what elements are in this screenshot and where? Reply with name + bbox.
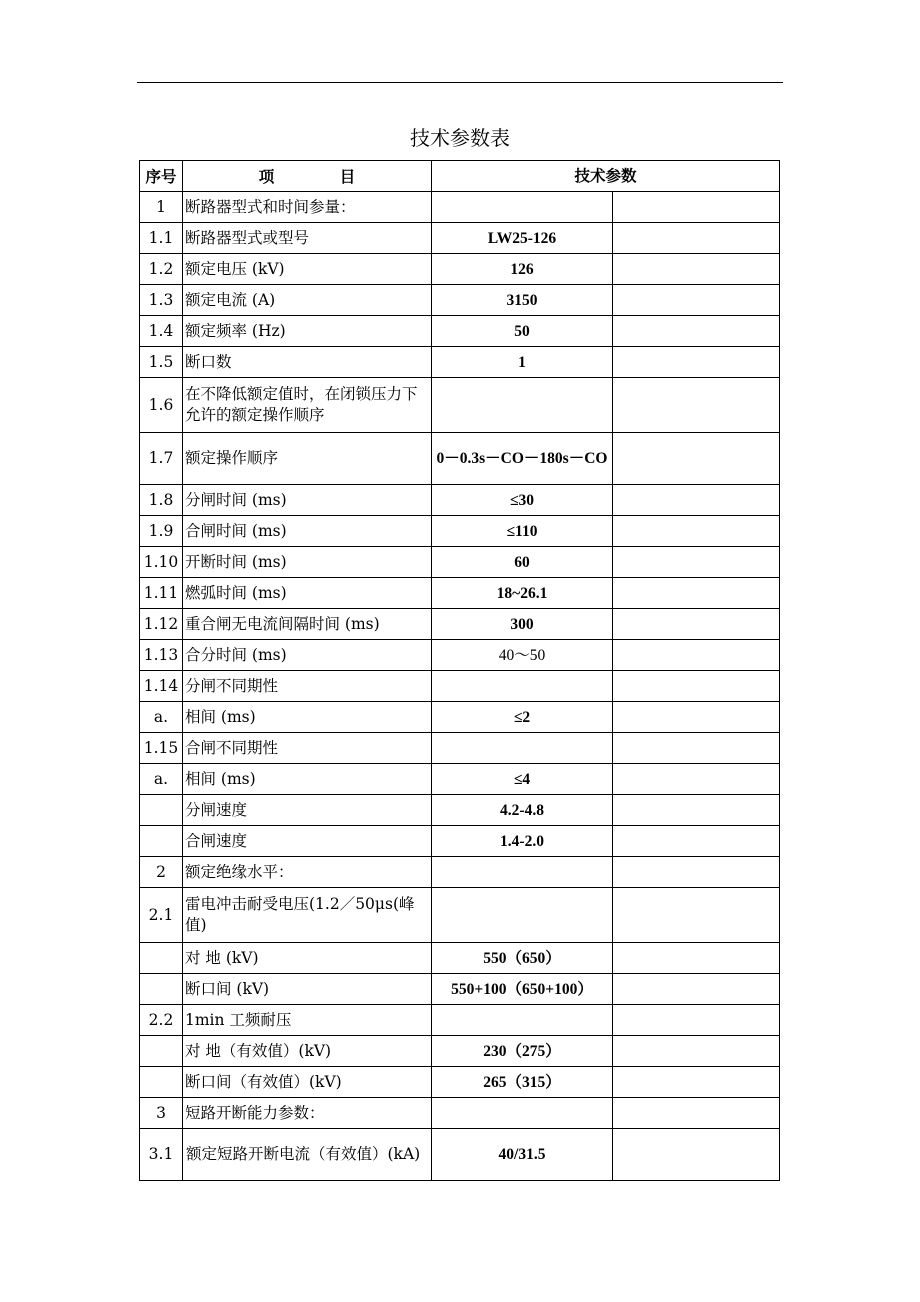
row-no: 1.7: [140, 433, 183, 485]
row-no: 3: [140, 1098, 183, 1129]
row-item: 合闸时间 (ms): [183, 516, 432, 547]
table-row: [140, 285, 780, 316]
table-row: [140, 485, 780, 516]
table-row: [140, 888, 780, 943]
row-item: 额定频率 (Hz): [183, 316, 432, 347]
row-no: 1.10: [140, 547, 183, 578]
row-item: 断路器型式或型号: [183, 223, 432, 254]
row-item: 断口间（有效值）(kV): [183, 1067, 432, 1098]
row-item: 重合闸无电流间隔时间 (ms): [183, 609, 432, 640]
row-value: 50: [432, 316, 613, 347]
table-row: [140, 1036, 780, 1067]
table-row: [140, 192, 780, 223]
table-row: [140, 1005, 780, 1036]
row-no: 2.2: [140, 1005, 183, 1036]
row-extra: [613, 795, 780, 826]
row-item: 雷电冲击耐受电压(1.2／50μs(峰值): [183, 888, 432, 943]
row-no: a.: [140, 764, 183, 795]
row-extra: [613, 578, 780, 609]
table-row: [140, 347, 780, 378]
row-no: 2: [140, 857, 183, 888]
table-row: [140, 974, 780, 1005]
row-extra: [613, 671, 780, 702]
row-extra: [613, 485, 780, 516]
row-item: 断口间 (kV): [183, 974, 432, 1005]
row-extra: [613, 254, 780, 285]
row-value: 18~26.1: [432, 578, 613, 609]
table-row: [140, 223, 780, 254]
header-rule: [137, 82, 783, 83]
table-row: [140, 254, 780, 285]
row-extra: [613, 702, 780, 733]
table-row: [140, 943, 780, 974]
row-value: 1: [432, 347, 613, 378]
row-no: 1.1: [140, 223, 183, 254]
row-extra: [613, 516, 780, 547]
row-extra: [613, 888, 780, 943]
header-no: 序号: [140, 161, 183, 192]
row-extra: [613, 285, 780, 316]
row-value: 126: [432, 254, 613, 285]
row-value: 60: [432, 547, 613, 578]
row-extra: [613, 547, 780, 578]
row-no: 1.11: [140, 578, 183, 609]
table-row: [140, 671, 780, 702]
row-item: 额定绝缘水平：: [183, 857, 432, 888]
row-item: 对 地（有效值）(kV): [183, 1036, 432, 1067]
row-extra: [613, 1005, 780, 1036]
row-extra: [613, 347, 780, 378]
row-extra: [613, 1036, 780, 1067]
row-value: ≤2: [432, 702, 613, 733]
row-no: [140, 826, 183, 857]
header-value: 技术参数: [432, 161, 780, 192]
row-no: 2.1: [140, 888, 183, 943]
table-row: [140, 578, 780, 609]
table-row: [140, 702, 780, 733]
row-no: [140, 1067, 183, 1098]
row-no: 1.4: [140, 316, 183, 347]
row-no: 1.9: [140, 516, 183, 547]
row-extra: [613, 764, 780, 795]
row-extra: [613, 192, 780, 223]
row-value: 265（315）: [432, 1067, 613, 1098]
row-value: ≤4: [432, 764, 613, 795]
row-value: 300: [432, 609, 613, 640]
row-item: 在不降低额定值时，在闭锁压力下允许的额定操作顺序: [183, 378, 432, 433]
table-row: [140, 733, 780, 764]
row-no: [140, 1036, 183, 1067]
row-value: ≤110: [432, 516, 613, 547]
row-extra: [613, 609, 780, 640]
row-no: 3.1: [140, 1129, 183, 1181]
table-row: [140, 1098, 780, 1129]
table-header-row: [140, 161, 780, 192]
row-extra: [613, 857, 780, 888]
row-item: 断口数: [183, 347, 432, 378]
row-item: 开断时间 (ms): [183, 547, 432, 578]
row-no: [140, 795, 183, 826]
row-item: 分闸速度: [183, 795, 432, 826]
row-item: 断路器型式和时间参量：: [183, 192, 432, 223]
table-row: [140, 378, 780, 433]
row-extra: [613, 223, 780, 254]
table-row: [140, 826, 780, 857]
table-row: [140, 547, 780, 578]
row-extra: [613, 1129, 780, 1181]
table-row: [140, 764, 780, 795]
table-row: [140, 857, 780, 888]
row-item: 分闸时间 (ms): [183, 485, 432, 516]
row-value: [432, 733, 613, 764]
row-value: 4.2-4.8: [432, 795, 613, 826]
header-item: 项 目: [183, 161, 432, 192]
row-no: 1.2: [140, 254, 183, 285]
row-item: 短路开断能力参数：: [183, 1098, 432, 1129]
row-extra: [613, 1098, 780, 1129]
row-value: [432, 1098, 613, 1129]
row-extra: [613, 378, 780, 433]
row-item: 合闸不同期性: [183, 733, 432, 764]
row-value: [432, 671, 613, 702]
page-title: 技术参数表: [410, 126, 510, 150]
row-no: 1.6: [140, 378, 183, 433]
row-value: [432, 857, 613, 888]
row-item: 合分时间 (ms): [183, 640, 432, 671]
table-row: [140, 795, 780, 826]
row-item: 相间 (ms): [183, 764, 432, 795]
row-no: 1.13: [140, 640, 183, 671]
row-value: LW25-126: [432, 223, 613, 254]
row-value: [432, 192, 613, 223]
row-item: 额定电流 (A): [183, 285, 432, 316]
table-row: [140, 1129, 780, 1181]
row-no: 1.15: [140, 733, 183, 764]
row-item: 1min 工频耐压: [183, 1005, 432, 1036]
row-value: 230（275）: [432, 1036, 613, 1067]
row-no: 1.8: [140, 485, 183, 516]
row-extra: [613, 974, 780, 1005]
row-item: 分闸不同期性: [183, 671, 432, 702]
table-row: [140, 516, 780, 547]
row-item: 相间 (ms): [183, 702, 432, 733]
row-no: a.: [140, 702, 183, 733]
row-value: 3150: [432, 285, 613, 316]
table-row: [140, 640, 780, 671]
row-value: [432, 1005, 613, 1036]
row-extra: [613, 640, 780, 671]
row-no: [140, 974, 183, 1005]
table-row: [140, 1067, 780, 1098]
row-value: [432, 888, 613, 943]
row-value: 0－0.3s－CO－180s－CO: [432, 433, 613, 485]
row-no: 1.5: [140, 347, 183, 378]
row-item: 合闸速度: [183, 826, 432, 857]
row-extra: [613, 1067, 780, 1098]
row-value: ≤30: [432, 485, 613, 516]
row-value: 1.4-2.0: [432, 826, 613, 857]
row-no: 1.3: [140, 285, 183, 316]
row-value: 550+100（650+100）: [432, 974, 613, 1005]
row-value: 40/31.5: [432, 1129, 613, 1181]
table-row: [140, 433, 780, 485]
row-extra: [613, 733, 780, 764]
row-item: 燃弧时间 (ms): [183, 578, 432, 609]
spec-table: [139, 160, 780, 1181]
row-value: 550（650）: [432, 943, 613, 974]
row-extra: [613, 943, 780, 974]
row-value: 40～50: [432, 640, 613, 671]
row-no: [140, 943, 183, 974]
row-no: 1.14: [140, 671, 183, 702]
row-item: 额定短路开断电流（有效值）(kA): [183, 1129, 432, 1181]
row-item: 额定操作顺序: [183, 433, 432, 485]
row-extra: [613, 433, 780, 485]
table-row: [140, 609, 780, 640]
row-no: 1.12: [140, 609, 183, 640]
row-extra: [613, 316, 780, 347]
row-item: 对 地 (kV): [183, 943, 432, 974]
row-extra: [613, 826, 780, 857]
row-value: [432, 378, 613, 433]
table-row: [140, 316, 780, 347]
row-item: 额定电压 (kV): [183, 254, 432, 285]
row-no: 1: [140, 192, 183, 223]
